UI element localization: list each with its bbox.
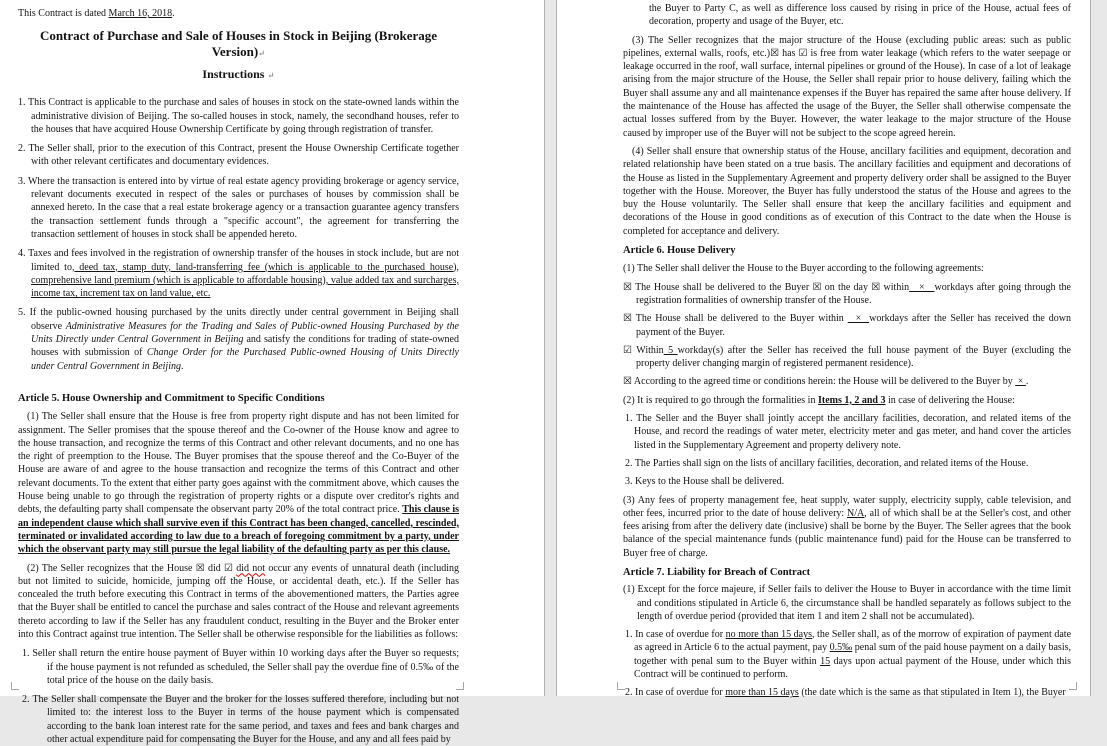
text-boundary-mark [1069,682,1077,690]
dateline: This Contract is dated March 16, 2018. [18,8,175,19]
delivery-option-4: ☒ According to the agreed time or conditions herein: the House will be delivered to the Buyer by × . [623,376,1029,388]
article7-para-1: (1) Except for the force majeure, if Seller fails to deliver the House to Buyer in accordance with the time limit and conditions stipulated in Article 6, the circumstance shall be handled separately as follows subject to the length of overdue period (provided that item 1 and item 2 shall not be accumulated). [623,584,1071,622]
liability-item-2-continuation: the Buyer to Party C, as well as difference loss caused by rising in price of the House, actual fees of decoration, property and usage of the Buyer, etc. [649,3,1071,28]
article7-heading: Article 7. Liability for Breach of Contract [623,566,811,578]
text-boundary-mark [11,682,19,690]
delivery-option-1: ☒ The House shall be delivered to the Buyer ☒ on the day ☒ within × workdays after going through the registration formalities of ownership transfer of the House. [623,281,1071,306]
article5-para-1: (1) The Seller shall ensure that the House is free from property right dispute and has not been limited for assignment. The Seller promises that the spouse thereof and the Co-owner of the House know and agree to the house transaction, and recognize the terms of this Contract and other relevant documents, and no one has the right of preemption to the House. The Buyer promises that the spouse thereof and the Co-Buyer of the House are aware of and agree to the house transaction and recognize the terms of this Contract and other relevant documents. To the extent that either party goes against with the commitment above, which causes the House being unable to go through the registration of property rights or a dispute over creditor's rights and debts, the defaulting party shall compensate the observant party 20% of the total contract price. This clause is an independent clause which shall survive even if this Contract has been changed, cancelled, rescinded, terminated or invalidated according to law due to a breach of foregoing commitment by a party, under which the observant party may still pursue the legal liability of the defaulting party as per this clause. [18,411,459,556]
delivery-option-2: ☒ The House shall be delivered to the Buyer within × workdays after the Seller has received the down payment of the Buyer. [623,313,1072,338]
article6-heading: Article 6. House Delivery [623,245,736,257]
text-boundary-mark [456,682,464,690]
liability-item-2: 2. The Seller shall compensate the Buyer and the broker for the losses suffered therefore, including but not limited to: the interest loss to the Buyer in terms of the house payment which is compensated according to the bank loan interest rate for the same period, and taxes and fees and bank charges and other actual expenditure paid for compensating the Buyer for the House, and any and all fees paid by [22,694,459,746]
formality-item-3: 3. Keys to the House shall be delivered. [625,476,785,488]
article6-para-1: (1) The Seller shall deliver the House to the Buyer according to the following agreements: [623,263,984,275]
overdue-item-1: 1. In case of overdue for no more than 15 days, the Seller shall, as of the morrow of expiration of payment date as agreed in Article 6 to the actual payment, pay 0.5‰ penal sum of the paid house payment on a daily basis, together with penal sum to the Buyer within 15 days upon actual payment of the House, under which this Contract will be continued to perform. [625,629,1072,681]
contract-page-left[interactable] [0,0,545,746]
contract-page-right[interactable] [556,0,1091,699]
instructions-item-5: 5. If the public-owned housing purchased by the units directly under central government in Beijing shall observe Administrative Measures for the Trading and Sales of Public-owned Housing Purchased by the Units Directly under Central Government in Beijing and satisfy the conditions for trading of state-owned houses with submission of Change Order for the Purchased Public-owned Housing of Units Directly under Central Government in Beijing. [18,307,459,372]
doc-subtitle: Instructions ↵ [202,67,275,82]
text-boundary-mark [617,682,625,690]
article5-para-4: (4) Seller shall ensure that ownership status of the House, ancillary facilities and equipment, decoration and related relationship have been stated on a true basis. The ancillary facilities and equipment and decorations of the House as listed in the Supplementary Agreement and property delivery order shall be assigned to the Buyer together with the House. Moreover, the Buyer has fully understood the status of the House and agrees to the buy the House voluntarily. The Seller shall ensure that keep the ancillary facilities and equipment and decorations of the House in good conditions as of execution of this Contract to the date when the House is completed for acceptance and delivery. [623,145,1071,237]
doc-title: Contract of Purchase and Sale of Houses in Stock in Beijing (Brokerage Version)↵ [39,28,438,60]
overdue-item-2: 2. In case of overdue for more than 15 days (the date which is the same as that stipulated in Item 1), the Buyer [625,687,1066,699]
article5-para-3: (3) The Seller recognizes that the major structure of the House (excluding public areas: such as public pipelines, external walls, roofs, etc.)☒ has ☑ is free from water leakage (which refers to the water seepage or leakage occurred in the roof, wall surface, internal pipelines or ground of the House). In case of a lot of leakage arising from the major structure of the House, the Seller shall repair prior to house delivery, failing which the Buyer shall assume any and all maintenance expenses if the Buyer has repaired the same after house delivery. If the maintenance of the House has affected the usage of the Buyer, the Seller shall otherwise compensate the actual losses suffered from by the Buyer. However, the water leakage to the major structure of the House caused by improper use of the Buyer will not be subject to the scope agreed herein. [623,34,1071,139]
right-margin-area [1091,0,1107,696]
liability-item-1: 1. Seller shall return the entire house payment of Buyer within 10 working days after the Buyer so requests; if the house payment is not refunded as scheduled, the Seller shall pay the overdue fine of 0.5‰ of the total price of the house on the daily basis. [22,648,459,686]
page-gutter [545,0,556,696]
instructions-item-2: 2. The Seller shall, prior to the execution of this Contract, present the House Ownership Certificate together with other relevant certificates and documentary evidences. [18,143,459,168]
article6-para-2: (2) It is required to go through the formalities in Items 1, 2 and 3 in case of delivering the House: [623,394,1015,406]
formality-item-1: 1. The Seller and the Buyer shall jointly accept the ancillary facilities, decoration, and related items of the House, and record the readings of water meter, electricity meter and gas meter, and hand cover the articles listed in the Supplementary Agreement and property delivery note. [625,413,1071,451]
instructions-item-1: 1. This Contract is applicable to the purchase and sales of houses in stock on the state-owned lands within the administrative division of Beijing. The so-called houses in stock, namely, the secondhand houses, refer to the houses that have acquired House Ownership Certificate by going through registration of transfer. [18,97,459,135]
article5-heading: Article 5. House Ownership and Commitment to Specific Conditions [18,392,325,404]
article6-para-3: (3) Any fees of property management fee, heat supply, water supply, electricity supply, cable television, and other fees, incurred prior to the date of house delivery: N/A, all of which shall be at the Seller's cost, and other fees arising from after the delivery date (inclusive) shall be borne by the Buyer. The Seller agrees that the book balance of the special maintenance funds (public maintenance fund) paid for the House can be transferred to Buyer free of charge. [623,494,1071,559]
delivery-option-3: ☑ Within 5 workday(s) after the Seller has received the full house payment of the Buyer (excluding the property deliver changing margin of registered permanent residence). [623,344,1071,370]
instructions-item-4: 4. Taxes and fees involved in the registration of ownership transfer of the houses in stock include, but are not limited to, deed tax, stamp duty, land-transferring fee (which is applicable to the purchased house), comprehensive land premium (which is applicable to affordable housing), value added tax and surcharges, income tax, increment tax on land value, etc. [18,248,460,300]
instructions-item-3: 3. Where the transaction is entered into by virtue of real estate agency providing brokerage or agency service, relevant documents executed in respect of the sales or purchases of houses by commission shall be annexed hereto. In the case that a real estate brokerage agency or a transaction guarantee agency transfers the transaction settlement funds through a "specific account", the agreement for transferring the transaction settlement of houses in stock shall be appended hereto. [18,175,459,240]
formality-item-2: 2. The Parties shall sign on the lists of ancillary facilities, decoration, and related items of the House. [625,457,1029,469]
article5-para-2: (2) The Seller recognizes that the House ☒ did ☑ did not occur any events of unnatural death (including but not limited to suicide, homicide, jumping off the House, or accidental death, etc.). If the Seller has concealed the truth before executing this Contract in terms of the abovementioned matters, the Parties agree that the Buyer shall be entitled to cancel the purchase and sales contract of the House and relevant agreements thereto according to law if the Seller has any fraudulent conduct, resulting in the Buyer and the Broker enter into this Contract against true intention. The Seller shall be otherwise responsible for the liabilities as follows: [18,562,460,640]
